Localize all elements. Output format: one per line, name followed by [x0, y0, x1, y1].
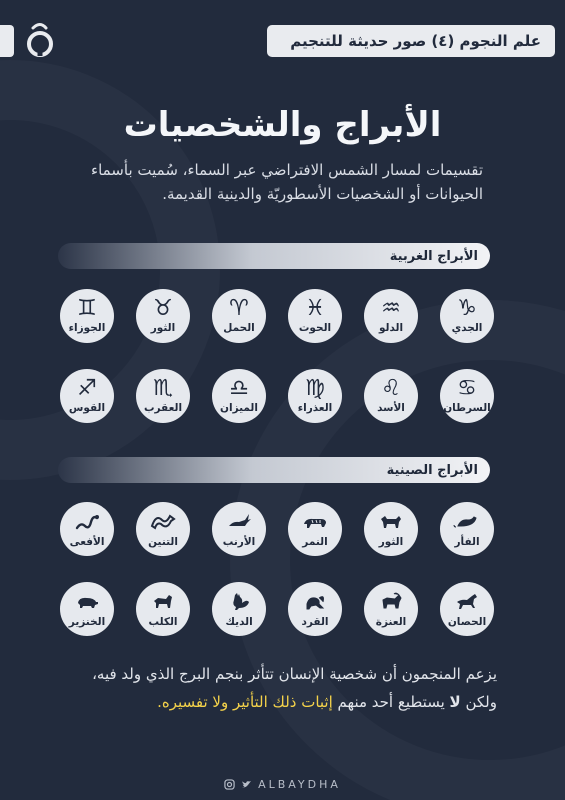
zodiac-sign-label: العذراء — [297, 401, 333, 414]
sagittarius-icon: ♐ — [77, 375, 97, 401]
zodiac-sign-rabbit — [212, 502, 266, 556]
pisces-icon: ♓ — [305, 295, 325, 321]
zodiac-sign-snake — [60, 502, 114, 556]
zodiac-sign-horse — [440, 582, 494, 636]
western-heading-label: الأبراج الغربية — [389, 248, 478, 264]
horse-icon — [453, 590, 481, 616]
zodiac-sign-label: القوس — [68, 401, 106, 414]
zodiac-sign-label: الثور — [378, 535, 404, 548]
series-title: علم النجوم (٤) صور حديثة للتنجيم — [290, 32, 541, 50]
zodiac-sign-label: الخنزير — [68, 615, 106, 628]
rooster-icon — [225, 590, 253, 616]
rat-icon — [453, 510, 481, 536]
zodiac-sign-label: الأفعى — [69, 535, 105, 548]
intro-text: تقسيمات لمسار الشمس الافتراضي عبر السماء، سُميت بأسماء الحيوانات أو الشخصيات الأسطوريّة والدينية القديمة. — [91, 161, 483, 203]
chinese-zodiac-heading — [58, 457, 490, 483]
zodiac-sign-label: الحوت — [298, 321, 332, 334]
zodiac-sign-label: التنين — [148, 535, 178, 548]
zodiac-sign-taurus — [136, 289, 190, 343]
page-title: الأبراج والشخصيات — [123, 105, 442, 145]
dog-icon — [149, 590, 177, 616]
zodiac-sign-rooster — [212, 582, 266, 636]
zodiac-sign-virgo — [288, 369, 342, 423]
closing-highlight: إثبات ذلك التأثير ولا تفسيره. — [157, 693, 333, 711]
zodiac-sign-label: العنزة — [375, 615, 407, 628]
snake-icon — [73, 510, 101, 536]
rabbit-icon — [225, 510, 253, 536]
zodiac-sign-cancer — [440, 369, 494, 423]
zodiac-sign-label: الثور — [150, 321, 176, 334]
zodiac-sign-goat — [364, 582, 418, 636]
brand-logo-icon — [24, 22, 56, 60]
dragon-icon — [149, 510, 177, 536]
taurus-icon: ♉ — [153, 295, 173, 321]
zodiac-sign-label: الميزان — [220, 401, 258, 414]
zodiac-sign-dragon — [136, 502, 190, 556]
series-title-banner — [267, 25, 555, 57]
tiger-icon — [301, 510, 329, 536]
closing-emphasis-no: لا — [449, 693, 461, 711]
monkey-icon — [301, 590, 329, 616]
zodiac-sign-monkey — [288, 582, 342, 636]
zodiac-sign-label: الديك — [225, 615, 253, 628]
zodiac-sign-rat — [440, 502, 494, 556]
zodiac-sign-label: الفأر — [454, 535, 480, 548]
zodiac-sign-capricorn — [440, 289, 494, 343]
footer-handle: ALBAYDHA — [258, 778, 341, 791]
chinese-heading-label: الأبراج الصينية — [386, 462, 478, 478]
zodiac-sign-label: النمر — [302, 535, 328, 548]
zodiac-sign-libra — [212, 369, 266, 423]
zodiac-sign-scorpio — [136, 369, 190, 423]
zodiac-sign-label: الدلو — [378, 321, 404, 334]
leo-icon: ♌ — [381, 375, 401, 401]
gemini-icon: ♊ — [77, 295, 97, 321]
capricorn-icon: ♑ — [457, 295, 477, 321]
goat-icon — [377, 590, 405, 616]
zodiac-sign-leo — [364, 369, 418, 423]
ox-icon — [377, 510, 405, 536]
zodiac-sign-label: القرد — [301, 615, 329, 628]
left-edge-tab — [0, 25, 14, 57]
zodiac-sign-label: الأسد — [377, 401, 405, 414]
zodiac-sign-label: الجدي — [451, 321, 483, 334]
virgo-icon: ♍ — [305, 375, 325, 401]
closing-paragraph — [57, 660, 497, 716]
zodiac-sign-gemini — [60, 289, 114, 343]
zodiac-sign-label: الكلب — [148, 615, 178, 628]
instagram-icon[interactable] — [224, 779, 235, 790]
pig-icon — [73, 590, 101, 616]
zodiac-sign-label: الحصان — [447, 615, 487, 628]
zodiac-sign-label: الأرنب — [222, 535, 256, 548]
zodiac-sign-label: الحمل — [223, 321, 255, 334]
libra-icon: ♎ — [229, 375, 249, 401]
western-zodiac-heading — [58, 243, 490, 269]
aries-icon: ♈ — [229, 295, 249, 321]
twitter-icon[interactable] — [241, 779, 252, 790]
aquarius-icon: ♒ — [381, 295, 401, 321]
zodiac-sign-pig — [60, 582, 114, 636]
zodiac-sign-aries — [212, 289, 266, 343]
zodiac-sign-tiger — [288, 502, 342, 556]
zodiac-sign-dog — [136, 582, 190, 636]
cancer-icon: ♋ — [457, 375, 477, 401]
zodiac-sign-label: السرطان — [443, 401, 491, 414]
zodiac-sign-ox — [364, 502, 418, 556]
scorpio-icon: ♏ — [153, 375, 173, 401]
zodiac-sign-sagittarius — [60, 369, 114, 423]
zodiac-sign-aquarius — [364, 289, 418, 343]
closing-text-3: يستطيع أحد منهم — [332, 693, 450, 711]
closing-text-1: يزعم المنجمون أن شخصية الإنسان تتأثر بنجم البرج الذي ولد فيه، ولكن — [92, 665, 497, 711]
footer — [0, 778, 565, 791]
zodiac-sign-label: الجوزاء — [68, 321, 106, 334]
zodiac-sign-label: العقرب — [143, 401, 183, 414]
zodiac-sign-pisces — [288, 289, 342, 343]
